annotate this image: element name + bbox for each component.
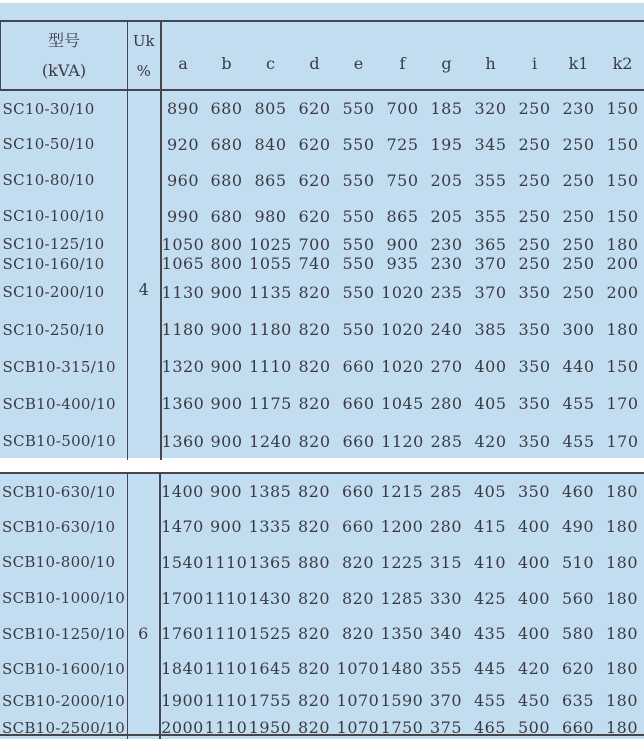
dim-cell: 405 [474, 394, 507, 413]
dim-cell: 740 [298, 254, 331, 273]
model-cell: SC10-200/10 [1, 273, 128, 311]
table-row [0, 651, 644, 686]
table-row [1, 254, 644, 273]
dim-cell: 400 [517, 552, 551, 572]
dim-cell: 420 [474, 431, 507, 451]
dim-cell: 900 [210, 282, 243, 302]
dim-cell: 420 [517, 659, 551, 678]
dim-cell: 900 [209, 517, 243, 536]
dim-cell: 370 [474, 254, 507, 273]
dim-cell: 820 [341, 552, 375, 572]
dim-cell: 405 [473, 482, 507, 501]
dim-cell: 280 [429, 517, 463, 536]
dim-column-header-f: f [381, 22, 425, 90]
table-row [0, 544, 644, 580]
dim-cell: 1070 [336, 718, 380, 737]
dim-cell: 820 [298, 394, 331, 413]
dim-cell: 580 [561, 624, 595, 643]
dim-cell: 1360 [161, 394, 205, 413]
dim-cell: 250 [562, 282, 595, 302]
dim-cell: 150 [606, 134, 639, 154]
dim-cell: 560 [561, 588, 595, 608]
dim-cell: 320 [474, 99, 507, 118]
dim-column-header-b: b [205, 22, 249, 90]
dim-cell: 820 [341, 624, 375, 643]
dim-cell: 1110 [204, 718, 248, 737]
dim-cell: 180 [605, 659, 639, 678]
dim-cell: 680 [210, 134, 243, 154]
model-cell: SCB10-630/10 [0, 474, 127, 509]
dim-cell: 820 [297, 482, 331, 501]
dim-cell: 415 [473, 517, 507, 536]
dim-cell: 205 [430, 170, 463, 190]
spec-table-uk4 [0, 22, 644, 460]
dim-cell: 435 [473, 624, 507, 643]
dim-cell: 820 [297, 517, 331, 536]
dim-cell: 1365 [248, 552, 292, 572]
dim-cell: 355 [474, 170, 507, 190]
dim-cell: 1900 [161, 691, 204, 710]
uk-unit: % [136, 61, 151, 80]
table-row [0, 474, 644, 509]
dim-cell: 455 [562, 431, 595, 451]
dim-cell: 450 [517, 691, 551, 710]
dim-cell: 1020 [381, 357, 424, 376]
dim-cell: 230 [562, 99, 595, 118]
dim-cell: 345 [474, 134, 507, 154]
dim-cell: 455 [473, 691, 507, 710]
dim-cell: 1215 [380, 482, 424, 501]
dim-cell: 170 [606, 431, 639, 451]
dim-cell: 330 [429, 588, 463, 608]
dim-cell: 820 [298, 282, 331, 302]
dim-cell: 150 [606, 170, 639, 190]
dim-cell: 1385 [248, 482, 292, 501]
dim-cell: 980 [254, 206, 287, 226]
dim-cell: 820 [298, 320, 331, 339]
dim-cell: 550 [342, 99, 375, 118]
dim-cell: 270 [430, 357, 463, 376]
table-row [1, 385, 644, 422]
dim-cell: 1285 [380, 588, 424, 608]
dim-cell: 620 [298, 99, 331, 118]
dim-cell: 820 [298, 357, 331, 376]
dim-column-header-k2: k2 [601, 22, 644, 90]
table-row [0, 686, 644, 715]
dim-cell: 680 [210, 99, 243, 118]
dim-cell: 350 [517, 482, 551, 501]
dim-cell: 920 [166, 134, 200, 154]
dim-cell: 230 [430, 254, 463, 273]
model-cell: SC10-80/10 [1, 162, 128, 198]
model-cell: SCB10-2500/10 [0, 715, 127, 739]
dim-cell: 660 [342, 394, 375, 413]
dim-cell: 250 [518, 134, 551, 154]
model-cell: SC10-50/10 [1, 126, 128, 162]
dim-cell: 820 [298, 431, 331, 451]
dim-cell: 300 [562, 320, 595, 339]
dim-cell: 750 [386, 170, 419, 190]
dim-cell: 660 [342, 431, 375, 451]
dim-cell: 1700 [161, 588, 204, 608]
dim-cell: 840 [254, 134, 287, 154]
dim-cell: 820 [297, 624, 331, 643]
dim-cell: 1025 [249, 234, 292, 254]
dim-column-header-h: h [469, 22, 513, 90]
dim-cell: 620 [298, 170, 331, 190]
dim-cell: 620 [298, 206, 331, 226]
dim-column-header-k1: k1 [557, 22, 601, 90]
dim-column-header-a: a [161, 22, 205, 90]
dim-cell: 250 [518, 254, 551, 273]
uk-label: Uk [132, 31, 155, 50]
table-row [1, 162, 644, 198]
dim-cell: 1070 [336, 659, 380, 678]
dim-cell: 1110 [249, 357, 292, 376]
dim-cell: 425 [473, 588, 507, 608]
dim-cell: 1750 [380, 718, 424, 737]
dim-cell: 1200 [380, 517, 424, 536]
dim-cell: 660 [342, 357, 375, 376]
dim-cell: 660 [341, 517, 375, 536]
dim-cell: 180 [605, 552, 639, 572]
dim-cell: 180 [605, 517, 639, 536]
dim-cell: 800 [210, 254, 243, 273]
dim-cell: 1110 [204, 588, 248, 608]
model-cell: SCB10-1000/10 [0, 580, 127, 616]
dim-cell: 350 [518, 394, 551, 413]
dim-cell: 400 [517, 517, 551, 536]
dim-cell: 445 [473, 659, 507, 678]
dim-cell: 1350 [380, 624, 424, 643]
dim-cell: 1645 [248, 659, 292, 678]
dim-cell: 180 [605, 718, 639, 737]
dim-cell: 1540 [161, 552, 204, 572]
uk-percent-cell: 6 [127, 474, 160, 739]
model-unit: (kVA) [41, 60, 87, 80]
dim-cell: 660 [341, 482, 375, 501]
dim-cell: 205 [430, 206, 463, 226]
dim-cell: 2000 [161, 718, 204, 737]
dim-cell: 865 [254, 170, 287, 190]
dim-cell: 285 [429, 482, 463, 501]
dim-cell: 635 [561, 691, 595, 710]
model-cell: SCB10-1250/10 [0, 616, 127, 651]
dim-cell: 990 [166, 206, 200, 226]
dim-cell: 805 [254, 99, 287, 118]
dim-cell: 1225 [380, 552, 424, 572]
dim-cell: 1320 [161, 357, 205, 376]
dim-cell: 250 [562, 234, 595, 254]
model-cell: SCB10-315/10 [1, 348, 128, 385]
dim-cell: 500 [517, 718, 551, 737]
uk-column-header [128, 22, 161, 90]
table-bottom-rule [0, 734, 644, 736]
dim-cell: 250 [562, 170, 595, 190]
dim-cell: 250 [518, 99, 551, 118]
dim-cell: 370 [429, 691, 463, 710]
dim-cell: 350 [518, 357, 551, 376]
uk-percent-cell: 4 [128, 90, 161, 460]
dim-cell: 900 [209, 482, 243, 501]
model-cell: SCB10-800/10 [0, 544, 127, 580]
dim-cell: 550 [342, 282, 375, 302]
dim-cell: 900 [386, 234, 419, 254]
dim-cell: 370 [474, 282, 507, 302]
dim-column-header-c: c [249, 22, 293, 90]
dim-cell: 350 [518, 431, 551, 451]
dim-cell: 820 [341, 588, 375, 608]
dim-cell: 315 [429, 552, 463, 572]
table-row [1, 273, 644, 311]
dim-cell: 820 [297, 588, 331, 608]
dim-cell: 250 [518, 170, 551, 190]
model-cell: SC10-100/10 [1, 198, 128, 234]
dim-cell: 1840 [161, 659, 204, 678]
dim-cell: 400 [474, 357, 507, 376]
dim-cell: 280 [430, 394, 463, 413]
dim-cell: 465 [473, 718, 507, 737]
dim-cell: 900 [210, 431, 243, 451]
dim-cell: 1400 [161, 482, 204, 501]
table-row [1, 422, 644, 460]
dim-cell: 820 [297, 691, 331, 710]
table-row [1, 198, 644, 234]
dim-cell: 550 [342, 234, 375, 254]
dim-cell: 375 [429, 718, 463, 737]
dim-cell: 235 [430, 282, 463, 302]
dim-cell: 900 [210, 320, 243, 339]
dim-cell: 1045 [381, 394, 424, 413]
dim-cell: 200 [606, 282, 639, 302]
dim-cell: 1175 [249, 394, 292, 413]
dim-cell: 1055 [249, 254, 292, 273]
dim-cell: 340 [429, 624, 463, 643]
dim-cell: 180 [605, 588, 639, 608]
model-cell: SCB10-400/10 [1, 385, 128, 422]
dim-cell: 960 [166, 170, 200, 190]
dim-cell: 365 [474, 234, 507, 254]
dim-cell: 890 [166, 99, 200, 118]
model-cell: SCB10-500/10 [1, 422, 128, 460]
dim-column-header-e: e [337, 22, 381, 90]
dim-column-header-d: d [293, 22, 337, 90]
dim-cell: 1760 [161, 624, 204, 643]
dim-cell: 900 [210, 357, 243, 376]
dim-cell: 1590 [380, 691, 424, 710]
spec-table-uk4-panel [0, 22, 644, 458]
dim-cell: 1525 [248, 624, 292, 643]
dim-cell: 1110 [204, 624, 248, 643]
dim-cell: 550 [342, 206, 375, 226]
dim-cell: 350 [518, 282, 551, 302]
table-row [1, 311, 644, 348]
dim-cell: 550 [342, 134, 375, 154]
table-row [0, 580, 644, 616]
model-cell: SC10-160/10 [1, 254, 128, 273]
dim-cell: 1180 [161, 320, 205, 339]
dim-cell: 285 [430, 431, 463, 451]
dim-cell: 400 [517, 624, 551, 643]
dim-cell: 1120 [381, 431, 424, 451]
dim-cell: 550 [342, 320, 375, 339]
header-row [1, 22, 644, 90]
dim-cell: 620 [298, 134, 331, 154]
table-row [1, 348, 644, 385]
dim-cell: 150 [606, 357, 639, 376]
dim-cell: 490 [561, 517, 595, 536]
dim-cell: 725 [386, 134, 419, 154]
dim-cell: 1335 [248, 517, 292, 536]
dim-cell: 150 [606, 206, 639, 226]
dim-cell: 510 [561, 552, 595, 572]
dim-cell: 1240 [249, 431, 292, 451]
dim-cell: 180 [606, 320, 639, 339]
dim-cell: 350 [518, 320, 551, 339]
spec-table-uk6-panel [0, 472, 644, 739]
table-row [1, 234, 644, 254]
table-row [0, 616, 644, 651]
table-row [1, 126, 644, 162]
dim-cell: 460 [561, 482, 595, 501]
dim-cell: 700 [386, 99, 419, 118]
dim-cell: 355 [474, 206, 507, 226]
spec-table-uk6 [0, 474, 644, 739]
model-cell: SC10-30/10 [1, 90, 128, 126]
dim-cell: 880 [297, 552, 331, 572]
dim-cell: 550 [342, 254, 375, 273]
dim-cell: 230 [430, 234, 463, 254]
dim-cell: 865 [386, 206, 419, 226]
dim-cell: 250 [562, 134, 595, 154]
dim-cell: 195 [430, 134, 463, 154]
dim-cell: 1110 [204, 659, 248, 678]
dim-cell: 185 [430, 99, 463, 118]
dim-cell: 355 [429, 659, 463, 678]
dim-cell: 1480 [380, 659, 424, 678]
dim-cell: 1020 [381, 282, 424, 302]
model-cell: SCB10-2000/10 [0, 686, 127, 715]
table-row [1, 90, 644, 126]
dim-cell: 1050 [161, 234, 205, 254]
model-column-header [1, 22, 128, 90]
dim-cell: 1020 [381, 320, 424, 339]
dim-cell: 1180 [249, 320, 292, 339]
dim-cell: 250 [518, 234, 551, 254]
dim-cell: 800 [210, 234, 243, 254]
dim-cell: 455 [562, 394, 595, 413]
dim-cell: 250 [518, 206, 551, 226]
dim-cell: 240 [430, 320, 463, 339]
dim-cell: 1065 [161, 254, 205, 273]
model-label: 型号 [47, 30, 80, 50]
dim-cell: 250 [562, 206, 595, 226]
model-cell: SCB10-630/10 [0, 509, 127, 544]
model-cell: SC10-125/10 [1, 234, 128, 254]
dim-cell: 1110 [204, 552, 248, 572]
dim-cell: 180 [605, 691, 639, 710]
dim-cell: 550 [342, 170, 375, 190]
dim-cell: 200 [606, 254, 639, 273]
dim-cell: 440 [562, 357, 595, 376]
dim-cell: 680 [210, 206, 243, 226]
dim-cell: 250 [562, 254, 595, 273]
dim-cell: 620 [561, 659, 595, 678]
dim-cell: 820 [297, 718, 331, 737]
model-cell: SC10-250/10 [1, 311, 128, 348]
dim-cell: 1950 [248, 718, 292, 737]
dim-cell: 1135 [249, 282, 292, 302]
dim-cell: 660 [561, 718, 595, 737]
dim-cell: 1430 [248, 588, 292, 608]
dim-cell: 1110 [204, 691, 248, 710]
dim-column-header-g: g [425, 22, 469, 90]
dim-cell: 180 [605, 482, 639, 501]
dim-cell: 385 [474, 320, 507, 339]
table-row [0, 509, 644, 544]
dim-cell: 170 [606, 394, 639, 413]
dim-cell: 410 [473, 552, 507, 572]
dim-cell: 400 [517, 588, 551, 608]
dim-cell: 180 [605, 624, 639, 643]
dim-cell: 1360 [161, 431, 205, 451]
dim-cell: 180 [606, 234, 639, 254]
dim-cell: 1755 [248, 691, 292, 710]
dim-cell: 1070 [336, 691, 380, 710]
dim-cell: 680 [210, 170, 243, 190]
dim-cell: 150 [606, 99, 639, 118]
dim-cell: 820 [297, 659, 331, 678]
dim-cell: 900 [210, 394, 243, 413]
dim-column-header-i: i [513, 22, 557, 90]
dim-cell: 1130 [161, 282, 205, 302]
dim-cell: 700 [298, 234, 331, 254]
dim-cell: 935 [386, 254, 419, 273]
dim-cell: 1470 [161, 517, 204, 536]
model-cell: SCB10-1600/10 [0, 651, 127, 686]
top-strip [0, 3, 644, 22]
